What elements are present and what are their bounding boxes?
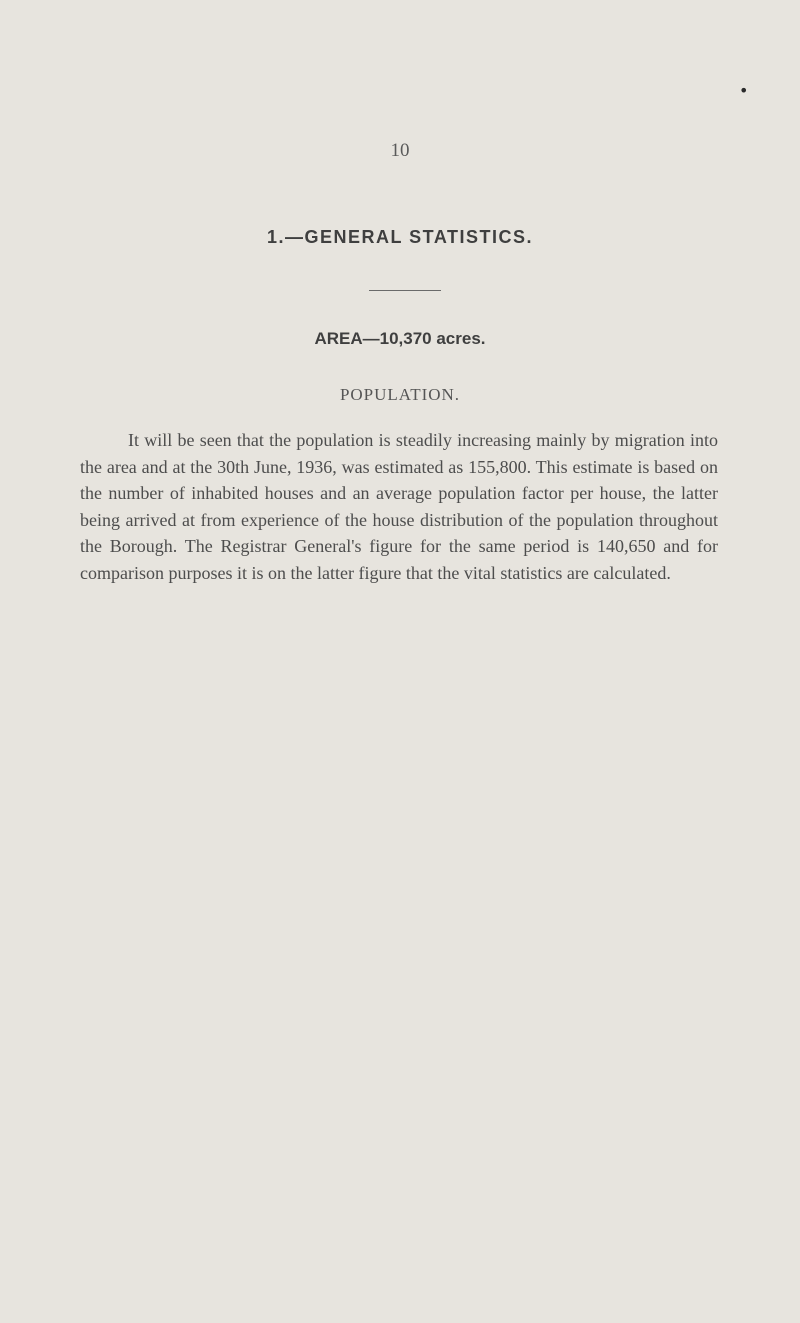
- heading-divider: [369, 290, 441, 291]
- section-heading: 1.—GENERAL STATISTICS.: [266, 227, 534, 247]
- population-subheading: POPULATION.: [339, 385, 461, 404]
- page-number: 10: [390, 140, 410, 161]
- area-statement: AREA—10,370 acres.: [314, 329, 486, 348]
- population-paragraph: It will be seen that the population is steadily increasing mainly by migration into the area and at the 30th June, 1936, was estimated as 155,800. This estimate is based on the number of inhabited houses and an average population factor per house, the latter being arrived at from experience of the house distribution of the population throughout the Borough. The Registrar General's figure for the same period is 140,650 and for comparison purposes it is on the latter figure that the vital statistics are calculated.: [80, 430, 718, 583]
- ink-speck-mark: •: [739, 81, 749, 100]
